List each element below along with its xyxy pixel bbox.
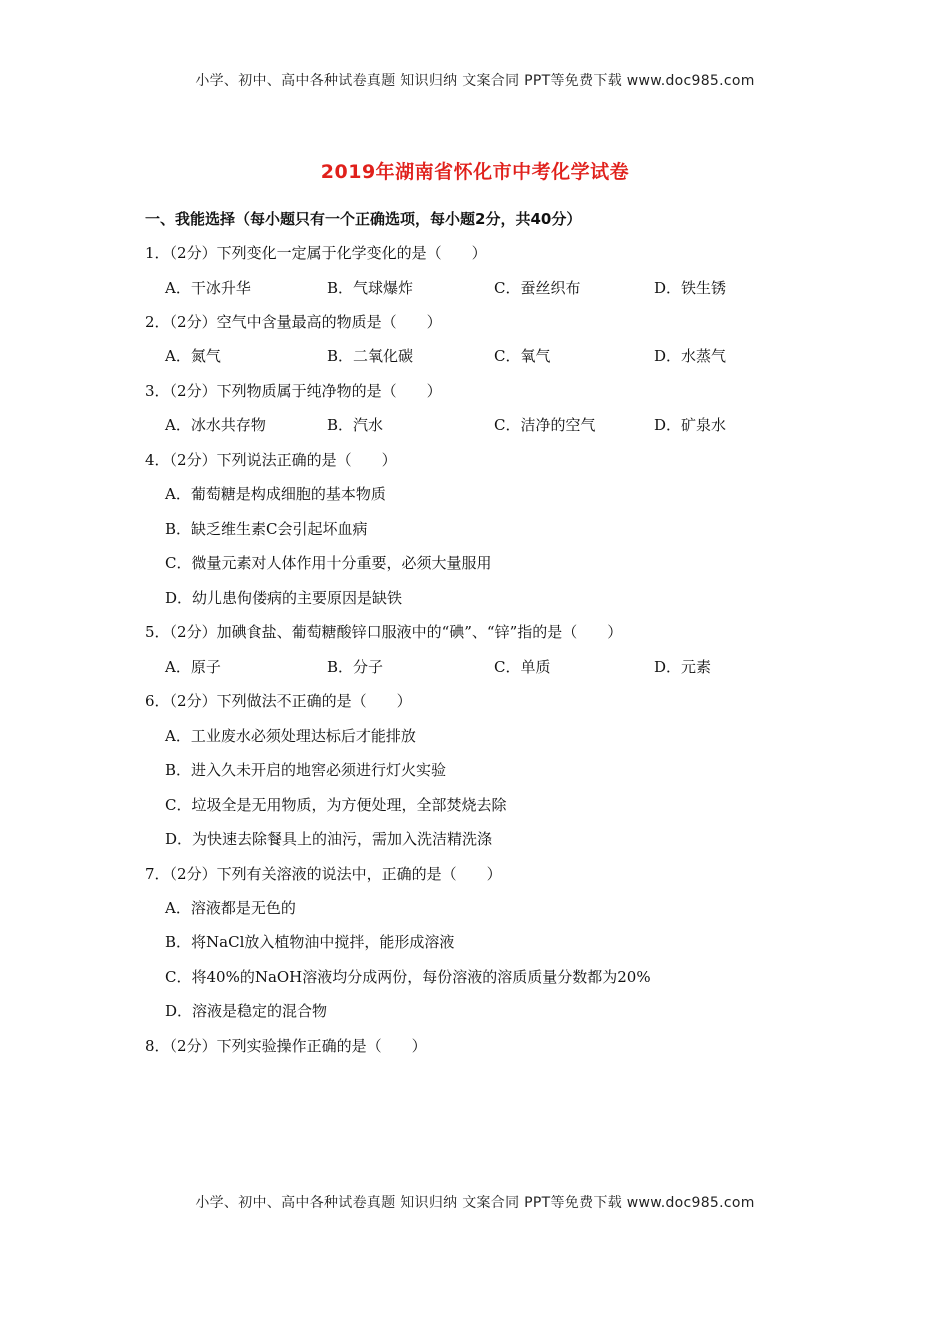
question-5-option-a: A．原子 <box>165 658 221 676</box>
question-5-option-b: B．分子 <box>327 658 384 676</box>
question-6-option-a: A．工业废水必须处理达标后才能排放 <box>165 727 416 745</box>
question-4-option-b: B．缺乏维生素C会引起坏血病 <box>165 520 368 538</box>
question-3-option-c: C．洁净的空气 <box>494 416 596 434</box>
question-2-stem: 2．（2分）空气中含量最高的物质是（ ） <box>145 313 442 331</box>
question-4-stem: 4．（2分）下列说法正确的是（ ） <box>145 451 397 469</box>
question-6-option-b: B．进入久未开启的地窖必须进行灯火实验 <box>165 761 447 779</box>
question-6-option-c: C．垃圾全是无用物质，为方便处理，全部焚烧去除 <box>165 796 507 814</box>
question-1-option-c: C．蚕丝织布 <box>494 279 581 297</box>
page-header: 小学、初中、高中各种试卷真题 知识归纳 文案合同 PPT等免费下载 www.doc985.com <box>195 73 755 89</box>
question-4-option-c: C．微量元素对人体作用十分重要，必须大量服用 <box>165 554 492 572</box>
question-5-option-c: C．单质 <box>494 658 551 676</box>
question-1-stem: 1．（2分）下列变化一定属于化学变化的是（ ） <box>145 244 487 262</box>
page-footer: 小学、初中、高中各种试卷真题 知识归纳 文案合同 PPT等免费下载 www.doc985.com <box>195 1195 755 1211</box>
question-1-option-a: A．干冰升华 <box>165 279 251 297</box>
question-2-option-b: B．二氧化碳 <box>327 347 414 365</box>
question-1-option-b: B．气球爆炸 <box>327 279 414 297</box>
question-2-option-c: C．氧气 <box>494 347 551 365</box>
question-6-stem: 6．（2分）下列做法不正确的是（ ） <box>145 692 412 710</box>
question-7-option-a: A．溶液都是无色的 <box>165 899 296 917</box>
question-4-option-d: D．幼儿患佝偻病的主要原因是缺铁 <box>165 589 403 607</box>
question-7-option-b: B．将NaCl放入植物油中搅拌，能形成溶液 <box>165 933 455 951</box>
question-8-stem: 8．（2分）下列实验操作正确的是（ ） <box>145 1037 427 1055</box>
question-7-stem: 7．（2分）下列有关溶液的说法中，正确的是（ ） <box>145 865 502 883</box>
question-5-option-d: D．元素 <box>654 658 712 676</box>
section-heading: 一、我能选择（每小题只有一个正确选项，每小题2分，共40分） <box>145 210 582 228</box>
question-4-option-a: A．葡萄糖是构成细胞的基本物质 <box>165 485 386 503</box>
question-3-option-d: D．矿泉水 <box>654 416 727 434</box>
page-title: 2019年湖南省怀化市中考化学试卷 <box>320 161 630 183</box>
question-3-option-b: B．汽水 <box>327 416 384 434</box>
question-2-option-d: D．水蒸气 <box>654 347 727 365</box>
question-5-stem: 5．（2分）加碘食盐、葡萄糖酸锌口服液中的“碘”、“锌”指的是（ ） <box>145 623 623 641</box>
question-2-option-a: A．氮气 <box>165 347 221 365</box>
question-3-stem: 3．（2分）下列物质属于纯净物的是（ ） <box>145 382 442 400</box>
question-7-option-d: D．溶液是稳定的混合物 <box>165 1002 328 1020</box>
question-1-option-d: D．铁生锈 <box>654 279 727 297</box>
question-6-option-d: D．为快速去除餐具上的油污，需加入洗洁精洗涤 <box>165 830 493 848</box>
question-7-option-c: C．将40%的NaOH溶液均分成两份，每份溶液的溶质质量分数都为20% <box>165 968 651 986</box>
question-3-option-a: A．冰水共存物 <box>165 416 266 434</box>
